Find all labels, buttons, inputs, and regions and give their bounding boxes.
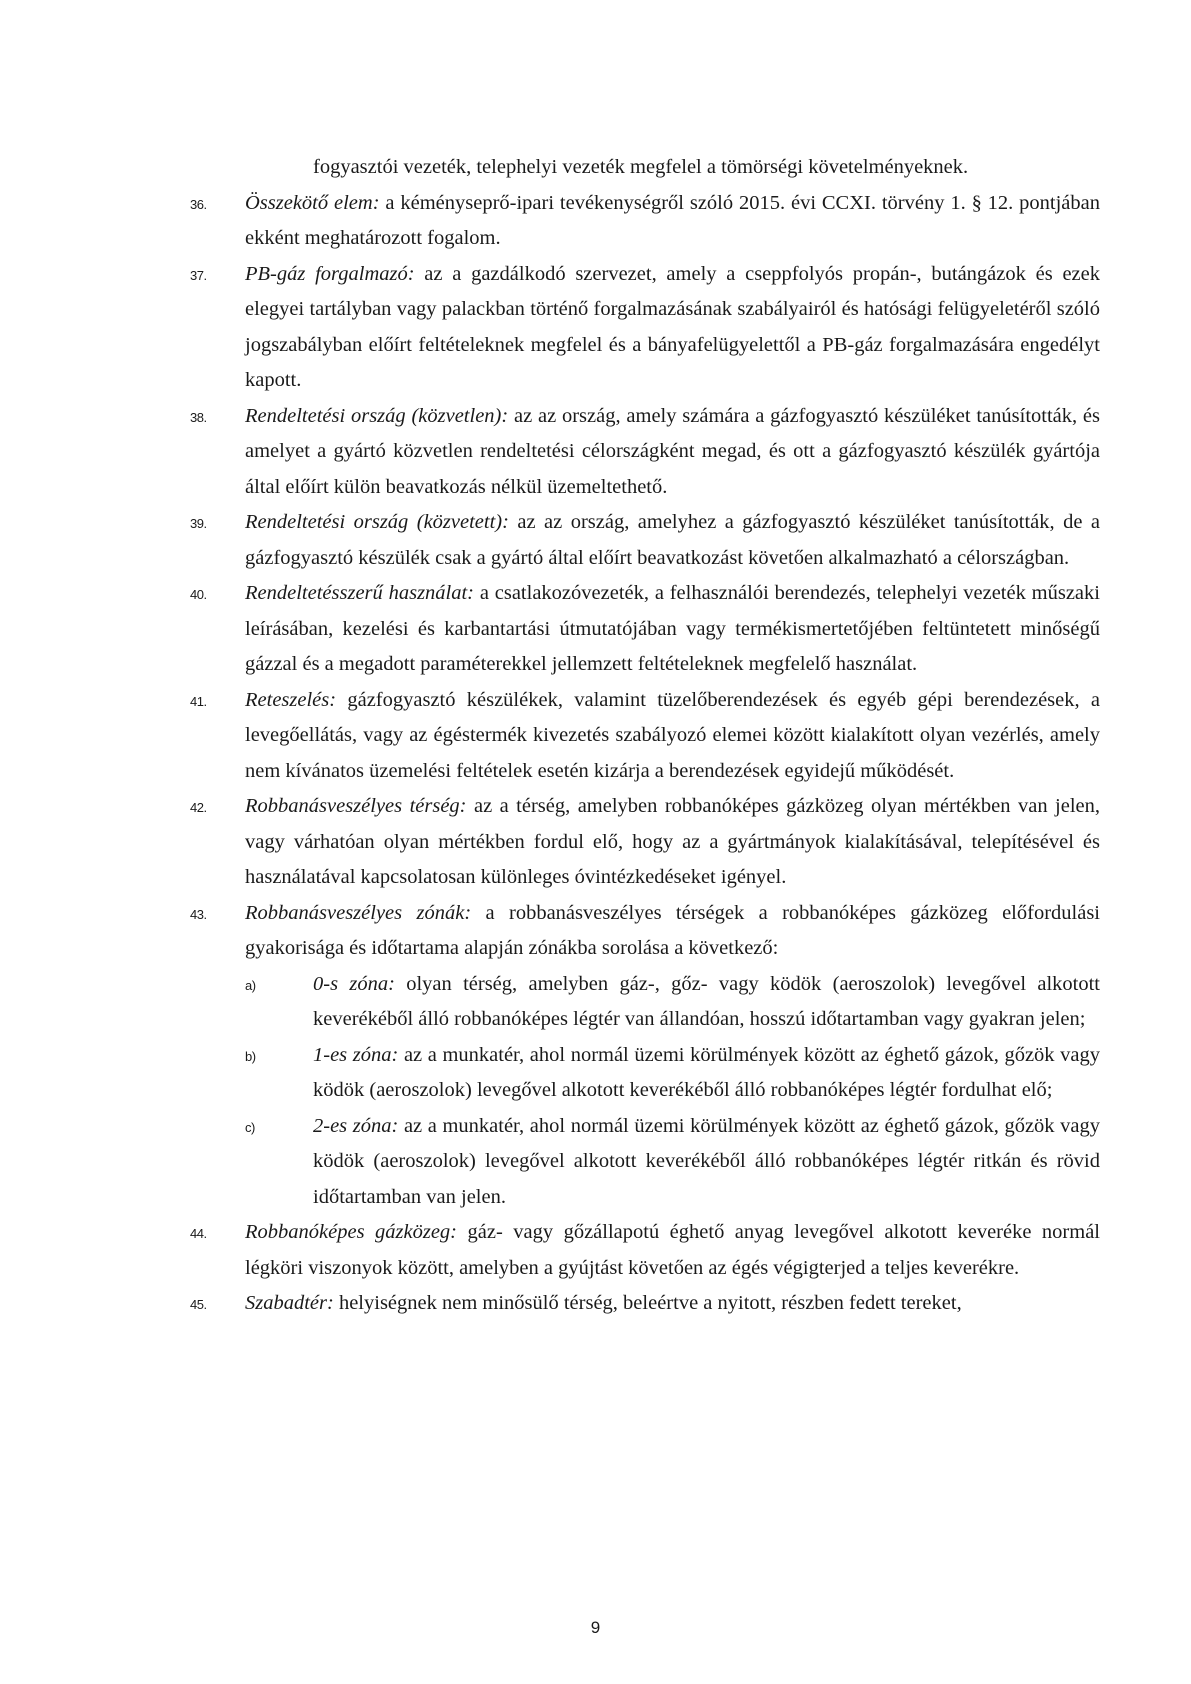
item-number: 42.	[190, 800, 207, 815]
zone-subitem	[190, 1038, 1100, 1109]
definition-term: Szabadtér:	[245, 1292, 334, 1314]
page-number: 9	[590, 1618, 601, 1637]
definition-text: az a gazdálkodó szervezet, amely a cseppfolyós propán-, butángázok és ezek elegyei tartályban vagy palackban történő forgalmazásának szabályairól és hatósági felügyeletéről szóló jogszabályban előírt feltételeknek megfelel és a bányafelügyelettől a PB-gáz forgalmazására engedélyt kapott.	[245, 262, 1100, 391]
item-number: 43.	[190, 906, 207, 922]
definition-item	[190, 505, 1100, 576]
zone-term: 0-s zóna:	[313, 972, 395, 995]
definition-text: helyiségnek nem minősülő térség, beleértve a nyitott, részben fedett tereket,	[333, 1292, 962, 1314]
definition-item	[190, 789, 1100, 896]
definition-term: Rendeltetési ország (közvetlen):	[245, 404, 509, 427]
subitem-letter: c)	[245, 1119, 255, 1135]
definition-text: az az ország, amelyhez a gázfogyasztó készüléket tanúsították, de a gázfogyasztó készülék csak a gyártó által előírt beavatkozást követően alkalmazható a célországban.	[245, 511, 1100, 569]
item-number: 40.	[190, 587, 207, 602]
definition-text: az az ország, amely számára a gázfogyasztó készüléket tanúsították, és amelyet a gyártó közvetlen rendeltetési célországként megad, és ott a gázfogyasztó készülék gyártója által előírt külön beavatkozás nélkül üzemeltethető.	[245, 404, 1101, 498]
definition-item	[190, 576, 1100, 683]
definition-term: Robbanóképes gázközeg:	[245, 1221, 458, 1243]
zone-subitem	[190, 1109, 1100, 1216]
item-number: 38.	[190, 409, 207, 425]
definition-text: a kéményseprő-ipari tevékenységről szóló 2015. évi CCXI. törvény 1. § 12. pontjában ekként meghatározott fogalom.	[245, 191, 1101, 249]
item-number: 36.	[190, 196, 207, 212]
definition-text: gázfogyasztó készülékek, valamint tüzelőberendezések és egyéb gépi berendezések, a levegőellátás, vagy az égéstermék kivezetés szabályozó elemei között kialakított olyan vezérlés, amely nem kívánatos üzemelési feltételek esetén kizárja a berendezések egyidejű működését.	[245, 688, 1100, 782]
definition-term: Összekötő elem:	[245, 191, 380, 214]
definition-term: Robbanásveszélyes térség:	[245, 795, 467, 817]
definition-item	[190, 683, 1100, 790]
item-number: 37.	[190, 267, 207, 283]
definition-text: a csatlakozóvezeték, a felhasználói berendezés, telephelyi vezeték műszaki leírásában, kezelési és karbantartási útmutatójában vagy termékismertetőjében feltüntetett minőségű gázzal és a megadott paraméterekkel jellemzett feltételeknek megfelelő használat.	[245, 582, 1100, 675]
zone-subitem	[190, 967, 1100, 1038]
zone-text: az a munkatér, ahol normál üzemi körülmények között az éghető gázok, gőzök vagy ködök (aeroszolok) levegővel alkotott keverékéből álló robbanóképes légtér ritkán és rövid időtartamban van jelen.	[313, 1114, 1100, 1208]
definition-text: gáz- vagy gőzállapotú éghető anyag levegővel alkotott keveréke normál légköri viszonyok között, amelyben a gyújtást követően az égés végigterjed a teljes keverékre.	[245, 1221, 1100, 1279]
definition-item	[190, 399, 1100, 506]
definition-text: a robbanásveszélyes térségek a robbanóképes gázközeg előfordulási gyakorisága és időtartama alapján zónákba sorolása a következő:	[245, 901, 1100, 959]
definition-text: az a térség, amelyben robbanóképes gázközeg olyan mértékben van jelen, vagy várhatóan olyan mértékben fordul elő, hogy az a gyártmányok kialakításával, telepítésével és használatával kapcsolatosan különleges óvintézkedéseket igényel.	[245, 795, 1100, 888]
definition-item	[190, 896, 1100, 967]
definition-term: PB-gáz forgalmazó:	[245, 262, 415, 285]
definition-term: Robbanásveszélyes zónák:	[245, 901, 472, 924]
item-number: 45.	[190, 1297, 207, 1312]
zone-term: 2-es zóna:	[313, 1114, 399, 1137]
definition-term: Rendeltetési ország (közvetett):	[245, 511, 509, 533]
definitions-list	[190, 150, 1100, 1322]
zone-text: olyan térség, amelyben gáz-, gőz- vagy ködök (aeroszolok) levegővel alkotott keverékéből álló robbanóképes légtér van állandóan, hosszú időtartamban vagy gyakran jelen;	[313, 972, 1101, 1030]
definition-item	[190, 1215, 1100, 1286]
definition-item	[190, 1286, 1100, 1322]
zone-text: az a munkatér, ahol normál üzemi körülmények között az éghető gázok, gőzök vagy ködök (aeroszolok) levegővel alkotott keverékéből álló robbanóképes légtér fordulhat elő;	[313, 1043, 1100, 1101]
continuation-text: fogyasztói vezeték, telephelyi vezeték megfelel a tömörségi követelményeknek.	[313, 156, 969, 178]
subitem-letter: b)	[245, 1048, 256, 1064]
zone-term: 1-es zóna:	[313, 1043, 399, 1066]
definition-item	[190, 186, 1100, 257]
item-number: 44.	[190, 1226, 207, 1241]
definition-item	[190, 257, 1100, 399]
definition-term: Reteszelés:	[245, 688, 337, 711]
item-number: 39.	[190, 516, 207, 531]
subitem-letter: a)	[245, 977, 256, 993]
item-number: 41.	[190, 693, 207, 709]
definition-term: Rendeltetésszerű használat:	[245, 582, 475, 604]
